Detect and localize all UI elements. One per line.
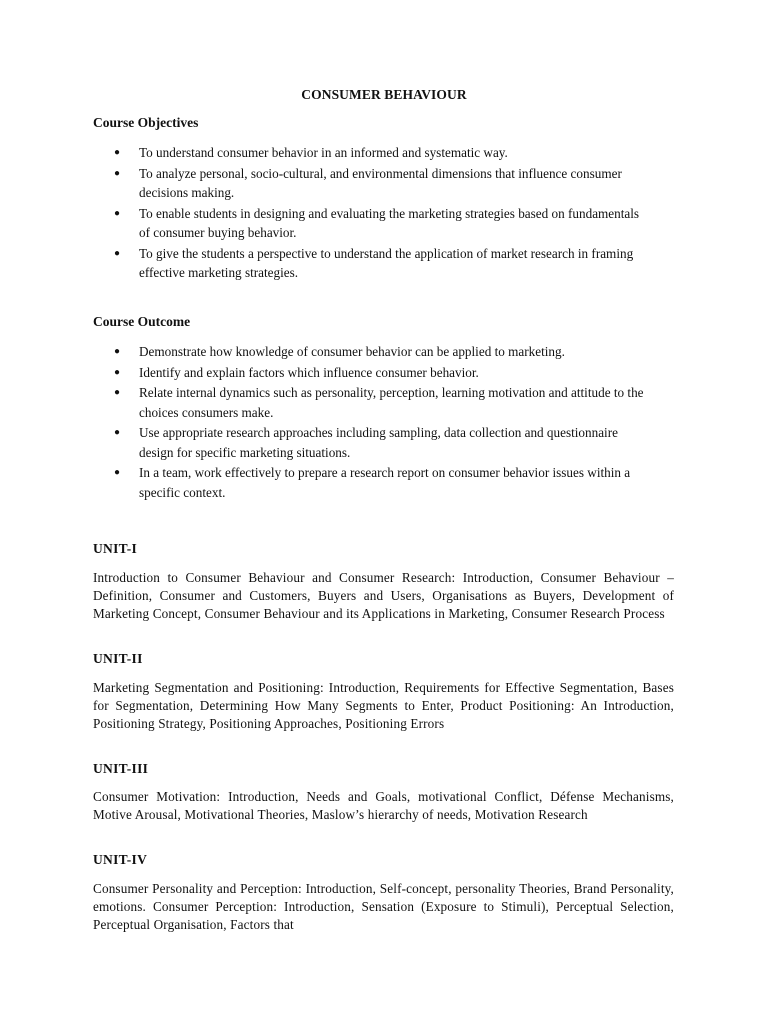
- objectives-list: [93, 143, 653, 284]
- bullet-icon: ●: [114, 366, 121, 378]
- list-item: [93, 143, 653, 163]
- list-item: [93, 204, 653, 243]
- list-item-text: Relate internal dynamics such as personality, perception, learning motivation and attitude to the choices consumers make.: [139, 385, 644, 420]
- list-item: [93, 423, 653, 462]
- outcome-list: [93, 342, 653, 503]
- unit-1-heading: UNIT-I: [93, 541, 138, 556]
- list-item: [93, 463, 653, 502]
- bullet-icon: ●: [114, 147, 121, 158]
- list-item-text: To enable students in designing and evaluating the marketing strategies based on fundamentals of consumer buying behavior.: [139, 205, 640, 240]
- unit-1-text: Introduction to Consumer Behaviour and Consumer Research: Introduction, Consumer Behaviour – Definition, Consumer and Customers, Buyers and Users, Organisations as Buyers, Development of Marketing Concept, Consumer Behaviour and its Applications in Marketing, Consumer Research Process: [93, 570, 674, 622]
- unit-4-text: Consumer Personality and Perception: Introduction, Self-concept, personality Theories, Brand Personality, emotions. Consumer Perception: Introduction, Sensation (Exposure to Stimuli), Perceptual Selection, Perceptual Organisation, Factors that: [93, 881, 674, 933]
- unit-3-text: Consumer Motivation: Introduction, Needs and Goals, motivational Conflict, Défense Mechanisms, Motive Arousal, Motivational Theories, Maslow’s hierarchy of needs, Motivation Research: [93, 789, 674, 823]
- unit-2-text: Marketing Segmentation and Positioning: Introduction, Requirements for Effective Segmentation, Bases for Segmentation, Determining How Many Segments to Enter, Product Positioning: An Introduction, Positioning Strategy, Positioning Approaches, Positioning Errors: [93, 680, 674, 732]
- list-item-text: To give the students a perspective to understand the application of market research in framing effective marketing strategies.: [139, 245, 634, 280]
- unit-4-heading: UNIT-IV: [93, 852, 148, 867]
- list-item: [93, 164, 653, 203]
- unit-2-heading: UNIT-II: [93, 651, 143, 666]
- list-item-text: Demonstrate how knowledge of consumer behavior can be applied to marketing.: [139, 344, 565, 359]
- list-item-text: To understand consumer behavior in an informed and systematic way.: [139, 145, 508, 160]
- bullet-icon: ●: [114, 427, 121, 438]
- list-item-text: Use appropriate research approaches including sampling, data collection and questionnaire design for specific marketing situations.: [139, 425, 618, 460]
- unit-3-heading: UNIT-III: [93, 761, 149, 776]
- document-title: CONSUMER BEHAVIOUR: [301, 87, 467, 102]
- list-item-text: Identify and explain factors which influence consumer behavior.: [139, 364, 479, 380]
- bullet-icon: ●: [114, 467, 121, 478]
- outcome-heading: Course Outcome: [93, 314, 191, 329]
- bullet-icon: ●: [114, 167, 121, 179]
- list-item-text: To analyze personal, socio-cultural, and environmental dimensions that influence consumer decisions making.: [139, 165, 622, 200]
- list-item: [93, 363, 653, 383]
- list-item: [93, 383, 653, 422]
- objectives-heading: Course Objectives: [93, 115, 199, 130]
- bullet-icon: ●: [114, 207, 121, 219]
- list-item: [93, 244, 653, 283]
- bullet-icon: ●: [114, 387, 121, 398]
- bullet-icon: ●: [114, 247, 121, 259]
- list-item: [93, 342, 653, 362]
- list-item-text: In a team, work effectively to prepare a research report on consumer behavior issues within a specific context.: [139, 465, 631, 500]
- bullet-icon: ●: [114, 346, 121, 357]
